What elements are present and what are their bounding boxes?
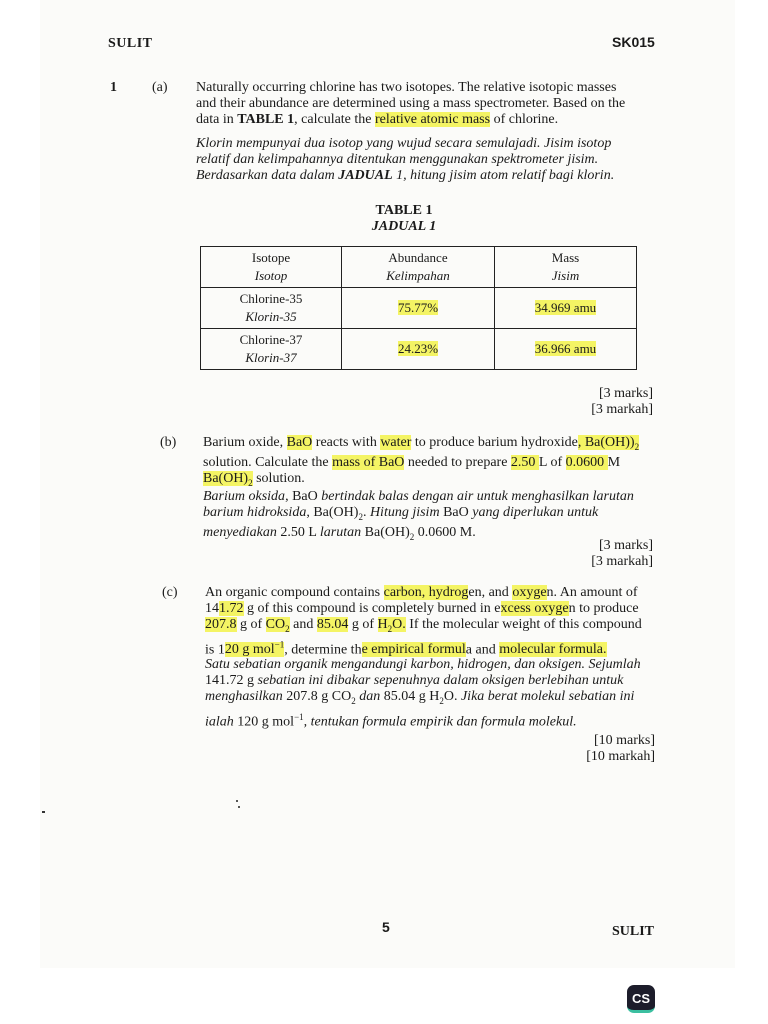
- part-c-marks: [10 marks] [10 markah]: [586, 733, 655, 764]
- cell-isotope: Chlorine-37 Klorin-37: [201, 329, 342, 370]
- header-abundance: Abundance Kelimpahan: [342, 247, 495, 288]
- part-b-malay-text: Barium oksida, BaO bertindak balas dengan air untuk menghasilkan larutan barium hidroksida, $Ba(OH)_2$. Hitung jisim BaO yang diperlukan untuk menyediakan 2.50 L larutan $Ba(OH)_2$ 0.0600 M.: [203, 489, 634, 542]
- header-mass: Mass Jisim: [495, 247, 637, 288]
- part-a-english-text: Naturally occurring chlorine has two isotopes. The relative isotopic masses and their abundance are determined using a mass spectrometer. Based on the data in TABLE 1, calculate the relative atomic mass of chlorine.: [196, 80, 626, 127]
- scan-speck: [236, 800, 238, 802]
- question-number: 1: [110, 80, 117, 95]
- cell-abundance: 75.77%: [342, 288, 495, 329]
- part-c-english-text: An organic compound contains carbon, hydrogen, and oxygen. An amount of 141.72 g of this compound is completely burned in excess oxygen to produce 207.8 g of $CO_2$ and 85.04 g of $H_2O$. If the molecular weight of this compound is 120 g mol$^{-1}$, determine the empirical formula and molecular formula.: [205, 585, 642, 658]
- cell-mass: 34.969 amu: [495, 288, 637, 329]
- scan-speck: [238, 806, 240, 808]
- part-c-malay-text: Satu sebatian organik mengandungi karbon, hidrogen, dan oksigen. Sejumlah 141.72 g sebatian ini dibakar sepenuhnya dalam oksigen berlebihan untuk menghasilkan 207.8 g $CO_2$ dan 85.04 g $H_2O$. Jika berat molekul sebatian ini ialah 120 g mol$^{-1}$, tentukan formula empirik dan formula molekul.: [205, 657, 641, 730]
- part-a-malay-text: Klorin mempunyai dua isotop yang wujud secara semulajadi. Jisim isotop relatif dan kelimpahannya ditentukan menggunakan spektrometer jisim. Berdasarkan data dalam JADUAL 1, hitung jisim atom relatif bagi klorin.: [196, 136, 615, 183]
- part-b-label: (b): [160, 435, 177, 450]
- header-course-code: SK015: [612, 34, 655, 50]
- scan-speck: [42, 811, 45, 813]
- part-c-label: (c): [162, 585, 178, 600]
- part-b-english-text: Barium oxide, BaO reacts with water to produce barium hydroxide, $Ba(OH))_2$ solution. Calculate the mass of BaO needed to prepare 2.50 L of 0.0600 M $Ba(OH)_2$ solution.: [203, 435, 640, 488]
- table-caption: TABLE 1 JADUAL 1: [371, 203, 437, 234]
- part-b-marks: [3 marks] [3 markah]: [591, 538, 653, 569]
- part-a-label: (a): [152, 80, 168, 95]
- header-sulit-left: SULIT: [108, 36, 153, 51]
- cell-mass: 36.966 amu: [495, 329, 637, 370]
- cell-isotope: Chlorine-35 Klorin-35: [201, 288, 342, 329]
- table-row: [201, 329, 637, 370]
- page-number: 5: [382, 919, 390, 935]
- camscanner-logo-icon: CS: [627, 985, 655, 1013]
- highlight: relative atomic mass: [375, 112, 491, 127]
- footer-sulit: SULIT: [612, 924, 655, 939]
- table-row: [201, 288, 637, 329]
- table-header-row: [201, 247, 637, 288]
- cell-abundance: 24.23%: [342, 329, 495, 370]
- header-isotope: Isotope Isotop: [201, 247, 342, 288]
- part-a-marks: [3 marks] [3 markah]: [591, 386, 653, 417]
- isotope-table: [200, 246, 637, 370]
